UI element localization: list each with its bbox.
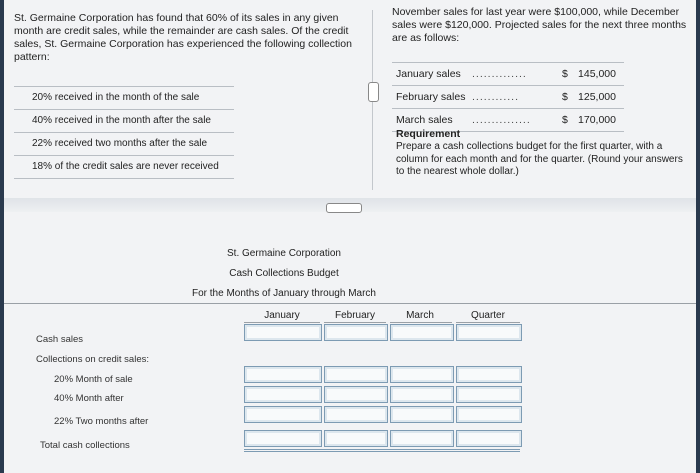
collection-pattern-list — [14, 86, 234, 179]
requirement-title: Requirement — [396, 128, 461, 140]
input-cash-sales-february[interactable] — [324, 324, 388, 341]
input-total-quarter[interactable] — [456, 430, 522, 447]
input-two-months-after-january[interactable] — [244, 406, 322, 423]
input-month-after-march[interactable] — [390, 386, 454, 403]
pattern-item: 40% received in the month after the sale — [14, 110, 234, 133]
currency-symbol: $ — [562, 68, 568, 80]
sales-amount: 145,000 — [578, 68, 616, 80]
input-month-after-january[interactable] — [244, 386, 322, 403]
input-total-march[interactable] — [390, 430, 454, 447]
total-double-rule — [244, 449, 520, 450]
row-label-cash-sales: Cash sales — [36, 334, 83, 345]
header-rule — [4, 303, 696, 304]
input-month-after-quarter[interactable] — [456, 386, 522, 403]
col-head-march: March — [406, 310, 434, 321]
input-two-months-after-quarter[interactable] — [456, 406, 522, 423]
problem-left — [14, 12, 359, 172]
worksheet — [4, 0, 696, 473]
col-head-rule — [244, 322, 320, 323]
input-month-after-february[interactable] — [324, 386, 388, 403]
sales-label: January sales — [396, 68, 461, 80]
input-cash-sales-january[interactable] — [244, 324, 322, 341]
row-label-total: Total cash collections — [40, 440, 130, 451]
row-label-collections: Collections on credit sales: — [36, 354, 149, 365]
input-cash-sales-quarter[interactable] — [456, 324, 522, 341]
row-label-month-of-sale: 20% Month of sale — [54, 374, 133, 385]
input-two-months-after-february[interactable] — [324, 406, 388, 423]
leader-dots: ............ — [472, 91, 520, 103]
input-total-february[interactable] — [324, 430, 388, 447]
input-two-months-after-march[interactable] — [390, 406, 454, 423]
input-month-of-sale-february[interactable] — [324, 366, 388, 383]
budget-company: St. Germaine Corporation — [227, 248, 341, 259]
col-head-quarter: Quarter — [471, 310, 505, 321]
sales-label: March sales — [396, 114, 453, 126]
problem-intro: St. Germaine Corporation has found that 60% of its sales in any given month are credit sales, while the remainder are cash sales. Of the credit sales, St. Germaine Corporation has experienced the following collection pattern: — [14, 12, 352, 63]
col-head-rule — [324, 322, 386, 323]
col-head-january: January — [264, 310, 300, 321]
sales-row — [392, 62, 624, 86]
requirement-text: Prepare a cash collections budget for the first quarter, with a column for each month and for the quarter. (Round your answers to the nearest whole dollar.) — [396, 141, 683, 177]
projected-sales-table — [392, 62, 624, 132]
problem-right — [392, 6, 692, 177]
pattern-item: 18% of the credit sales are never received — [14, 156, 234, 179]
currency-symbol: $ — [562, 114, 568, 126]
sales-row — [392, 86, 624, 109]
col-head-rule — [456, 322, 520, 323]
input-cash-sales-march[interactable] — [390, 324, 454, 341]
currency-symbol: $ — [562, 91, 568, 103]
resize-handle-vertical[interactable] — [368, 82, 379, 102]
input-total-january[interactable] — [244, 430, 322, 447]
row-label-two-months-after: 22% Two months after — [54, 416, 149, 427]
resize-handle-horizontal[interactable] — [326, 203, 362, 213]
budget-period: For the Months of January through March — [192, 288, 376, 299]
sales-amount: 170,000 — [578, 114, 616, 126]
input-month-of-sale-january[interactable] — [244, 366, 322, 383]
sales-label: February sales — [396, 91, 466, 103]
pattern-item: 20% received in the month of the sale — [14, 86, 234, 110]
row-label-month-after: 40% Month after — [54, 393, 124, 404]
sales-intro: November sales for last year were $100,000, while December sales were $120,000. Projected sales for the next three months are as follows: — [392, 6, 687, 44]
input-month-of-sale-march[interactable] — [390, 366, 454, 383]
col-head-february: February — [334, 310, 375, 321]
col-head-rule — [390, 322, 452, 323]
input-month-of-sale-quarter[interactable] — [456, 366, 522, 383]
leader-dots: .............. — [472, 68, 527, 80]
pattern-item: 22% received two months after the sale — [14, 133, 234, 156]
sales-amount: 125,000 — [578, 91, 616, 103]
budget-title: Cash Collections Budget — [229, 268, 339, 279]
total-double-rule — [244, 451, 520, 452]
leader-dots: ............... — [472, 114, 531, 126]
